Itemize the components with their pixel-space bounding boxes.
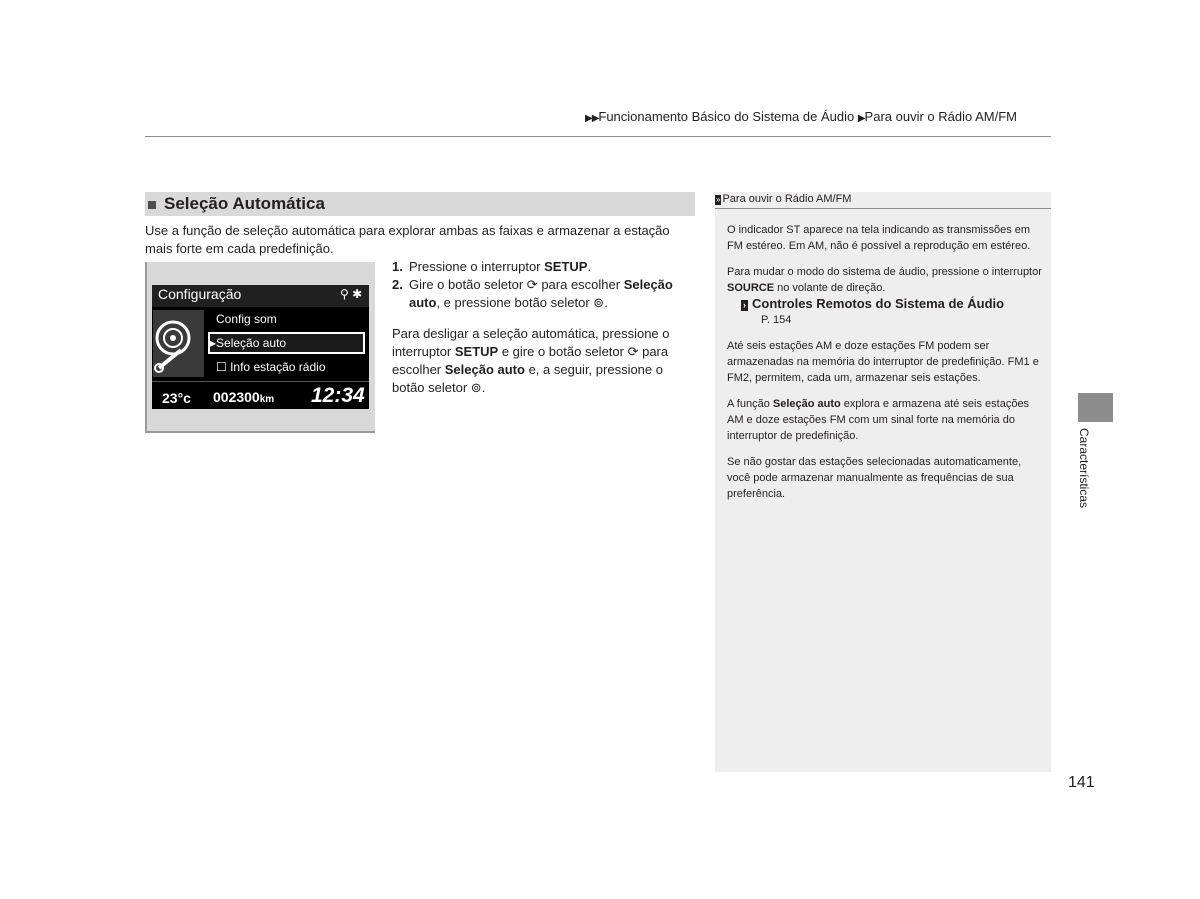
side-note-paragraph <box>727 396 1043 444</box>
display-menu-item-selected <box>210 336 286 350</box>
triangle-icon: ▶ <box>857 113 865 124</box>
press-knob-icon: ⊚ <box>593 295 605 310</box>
section-title: Seleção Automática <box>164 194 325 213</box>
step-number: 2. <box>392 277 403 292</box>
breadcrumb-part-1: Funcionamento Básico do Sistema de Áudio <box>598 109 855 124</box>
para-keyword: Seleção auto <box>444 362 525 377</box>
side-note-keyword: Seleção auto <box>772 398 841 410</box>
display-temperature: 23°c <box>162 390 191 406</box>
header-rule <box>145 136 1051 137</box>
cross-reference-link[interactable] <box>727 296 1043 312</box>
settings-wrench-icon <box>153 310 204 377</box>
chapter-tab-marker <box>1078 393 1113 422</box>
pointer-icon: ▸ <box>210 336 217 350</box>
cross-reference-page: P. 154 <box>761 314 792 326</box>
step-1 <box>392 258 697 276</box>
display-clock: 12:34 <box>311 384 365 407</box>
side-notes-header-label: Para ouvir o Rádio AM/FM <box>722 193 852 205</box>
rotate-knob-icon: ⟳ <box>627 344 639 359</box>
step-text: para escolher <box>537 277 624 292</box>
display-menu-item-label: Info estação rádio <box>230 360 326 374</box>
side-note-keyword: SOURCE <box>727 282 775 294</box>
usb-bluetooth-icon: ⚲ ✱ <box>340 287 363 301</box>
note-marker-icon: » <box>716 195 721 204</box>
cross-reference-title: Controles Remotos do Sistema de Áudio <box>752 296 1005 311</box>
side-note-paragraph: O indicador ST aparece na tela indicando as transmissões em FM estéreo. Em AM, não é possível a reprodução em estéreo. <box>727 224 1031 252</box>
side-notes-header <box>715 192 851 207</box>
step-keyword: Seleção auto <box>409 277 673 310</box>
odometer-value: 002300 <box>213 389 260 405</box>
odometer-unit: km <box>259 394 275 405</box>
display-odometer <box>213 389 274 405</box>
step-text: Pressione o interruptor <box>409 259 545 274</box>
display-menu-item: Config som <box>216 312 277 326</box>
display-menu-item <box>216 360 326 374</box>
press-knob-icon: ⊚ <box>470 380 482 395</box>
para-text: para escolher <box>392 344 669 377</box>
double-triangle-icon: ▶▶ <box>585 113 599 124</box>
side-note-paragraph: Se não gostar das estações selecionadas automaticamente, você pode armazenar manualmente as frequências de sua preferência. <box>727 456 1022 500</box>
para-text: e gire o botão seletor <box>498 344 628 359</box>
instruction-steps <box>392 258 697 312</box>
display-menu-item-label: Seleção auto <box>216 336 287 350</box>
step-2 <box>392 276 697 312</box>
checkbox-icon: ☐ <box>216 360 231 374</box>
reference-arrow-icon: › <box>743 300 746 310</box>
chapter-tab-label: Características <box>1077 428 1091 509</box>
side-note-text: explora e armazena até seis estações AM e doze estações FM com um sinal forte na memória do interruptor de predefinição. <box>727 398 1030 442</box>
step-keyword: SETUP <box>544 259 588 274</box>
page-number: 141 <box>1068 774 1095 791</box>
side-note-paragraph: Até seis estações AM e doze estações FM podem ser armazenadas na memória do interruptor de predefinição. FM1 e FM2, permitem, cada um, armazenar seis estações. <box>727 340 1039 384</box>
breadcrumb <box>585 109 1017 124</box>
para-text: e, a seguir, pressione o botão seletor <box>392 362 663 395</box>
intro-paragraph: Use a função de seleção automática para explorar ambas as faixas e armazenar a estação mais forte em cada predefinição. <box>145 223 670 256</box>
step-text: . <box>587 259 592 274</box>
step-text: . <box>604 295 608 310</box>
step-number: 1. <box>392 259 403 274</box>
side-note-paragraph <box>727 264 1043 328</box>
para-keyword: SETUP <box>454 344 499 359</box>
step-text: , e pressione botão seletor <box>436 295 594 310</box>
breadcrumb-part-2: Para ouvir o Rádio AM/FM <box>864 109 1017 124</box>
para-text: . <box>481 380 486 395</box>
rotate-knob-icon: ⟳ <box>526 277 538 292</box>
side-notes-body <box>727 222 1043 512</box>
side-note-text: Para mudar o modo do sistema de áudio, pressione o interruptor <box>727 266 1042 278</box>
disable-paragraph <box>392 325 692 397</box>
side-note-text: A função <box>727 398 773 410</box>
step-text: Gire o botão seletor <box>409 277 527 292</box>
para-text: Para desligar a seleção automática, pressione o interruptor <box>392 326 670 359</box>
display-title: Configuração <box>158 286 242 302</box>
side-note-text: no volante de direção. <box>774 282 886 294</box>
square-bullet-icon <box>148 201 156 209</box>
